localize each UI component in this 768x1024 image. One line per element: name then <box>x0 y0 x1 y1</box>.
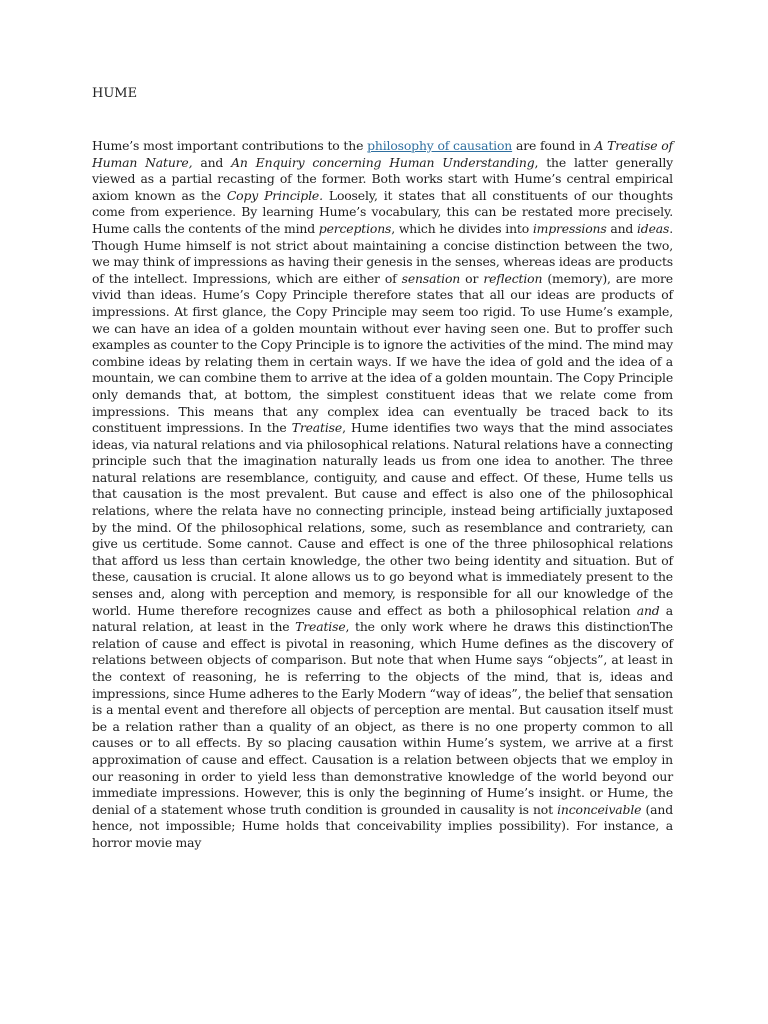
text-run: or <box>460 270 484 286</box>
term-perceptions: perceptions <box>318 220 392 236</box>
body-paragraph <box>92 138 673 852</box>
emphasis-and: and <box>636 602 660 618</box>
text-run: are found in <box>512 138 595 153</box>
term-inconceivable: inconceivable <box>557 801 642 817</box>
book-title-treatise: A Treatise of Human Nature, <box>92 138 673 170</box>
text-run: , the only work where he draws this distinctionThe relation of cause and effect is pivotal in reasoning, which Hume defines as the discovery of relations between objects of comparison. But note that when Hume says “objects”, at least in the context of reasoning, he is referring to the objects of the mind, that is, ideas and impressions, since Hume adheres to the Early Modern “way of ideas”, the belief that sensation is a mental event and therefore all objects of perception are mental. But causation itself must be a relation rather than a quality of an object, as there is no one property common to all causes or to all effects. By so placing causation within Hume’s system, we arrive at a first approximation of cause and effect. Causation is a relation between objects that we employ in our reasoning in order to yield less than demonstrative knowledge of the world beyond our immediate impressions. However, this is only the beginning of Hume’s insight. or Hume, the denial of a statement whose truth condition is grounded in causality is not <box>92 619 673 817</box>
text-run: and <box>192 154 232 170</box>
term-sensation: sensation <box>401 270 461 286</box>
text-run: (memory), are more vivid than ideas. Hume’s Copy Principle therefore states that all our ideas are products of impressions. At first glance, the Copy Principle may seem too rigid. To use Hume’s example, we can have an idea of a golden mountain without ever having seen one. But to proffer such examples as counter to the Copy Principle is to ignore the activities of the mind. The mind may combine ideas by relating them in certain ways. If we have the idea of gold and the idea of a mountain, we can combine them to arrive at the idea of a golden mountain. The Copy Principle only demands that, at bottom, the simplest constituent ideas that we relate come from impressions. This means that any complex idea can eventually be traced back to its constituent impressions. In the <box>92 270 673 436</box>
term-copy-principle: Copy Principle. <box>226 187 323 203</box>
text-run: , Hume identifies two ways that the mind associates ideas, via natural relations and via philosophical relations. Natural relations have a connecting principle such that the imagination naturally leads us from one idea to another. The three natural relations are resemblance, contiguity, and cause and effect. Of these, Hume tells us that causation is the most prevalent. But cause and effect is also one of the philosophical relations, where the relata have no connecting principle, instead being artificially juxtaposed by the mind. Of the philosophical relations, some, such as resemblance and contrariety, can give us certitude. Some cannot. Cause and effect is one of the three philosophical relations that afford us less than certain knowledge, the other two being identity and situation. But of these, causation is crucial. It alone allows us to go beyond what is immediately present to the senses and, along with perception and memory, is responsible for all our knowledge of the world. Hume therefore recognizes cause and effect as both a philosophical relation <box>92 420 674 618</box>
term-impressions: impressions <box>532 220 607 236</box>
text-run: (and hence, not impossible; Hume holds that conceivability implies possibility). For instance, a horror movie may <box>92 801 673 850</box>
philosophy-of-causation-link[interactable]: philosophy of causation <box>367 138 513 153</box>
term-ideas: ideas <box>636 220 670 236</box>
text-run: , which he divides into <box>391 220 533 236</box>
book-title-treatise-short: Treatise <box>291 420 343 436</box>
text-run: , the latter generally viewed as a partial recasting of the former. Both works start with Hume’s central empirical axiom known as the <box>92 154 674 203</box>
text-run: a natural relation, at least in the <box>92 602 673 635</box>
page-title: HUME <box>92 86 138 101</box>
book-title-enquiry: An Enquiry concerning Human Understanding <box>231 154 535 170</box>
book-title-treatise-short: Treatise <box>295 619 346 635</box>
text-run: and <box>606 220 637 236</box>
text-run: Loosely, it states that all constituents of our thoughts come from experience. By learning Hume’s vocabulary, this can be restated more precisely. Hume calls the contents of the mind <box>92 187 673 236</box>
text-run: Hume’s most important contributions to the <box>92 138 368 153</box>
term-reflection: reflection <box>483 270 543 286</box>
text-run: . Though Hume himself is not strict about maintaining a concise distinction between the two, we may think of impressions as having their genesis in the senses, whereas ideas are products of the intellect. Impressions, which are either of <box>92 220 673 286</box>
